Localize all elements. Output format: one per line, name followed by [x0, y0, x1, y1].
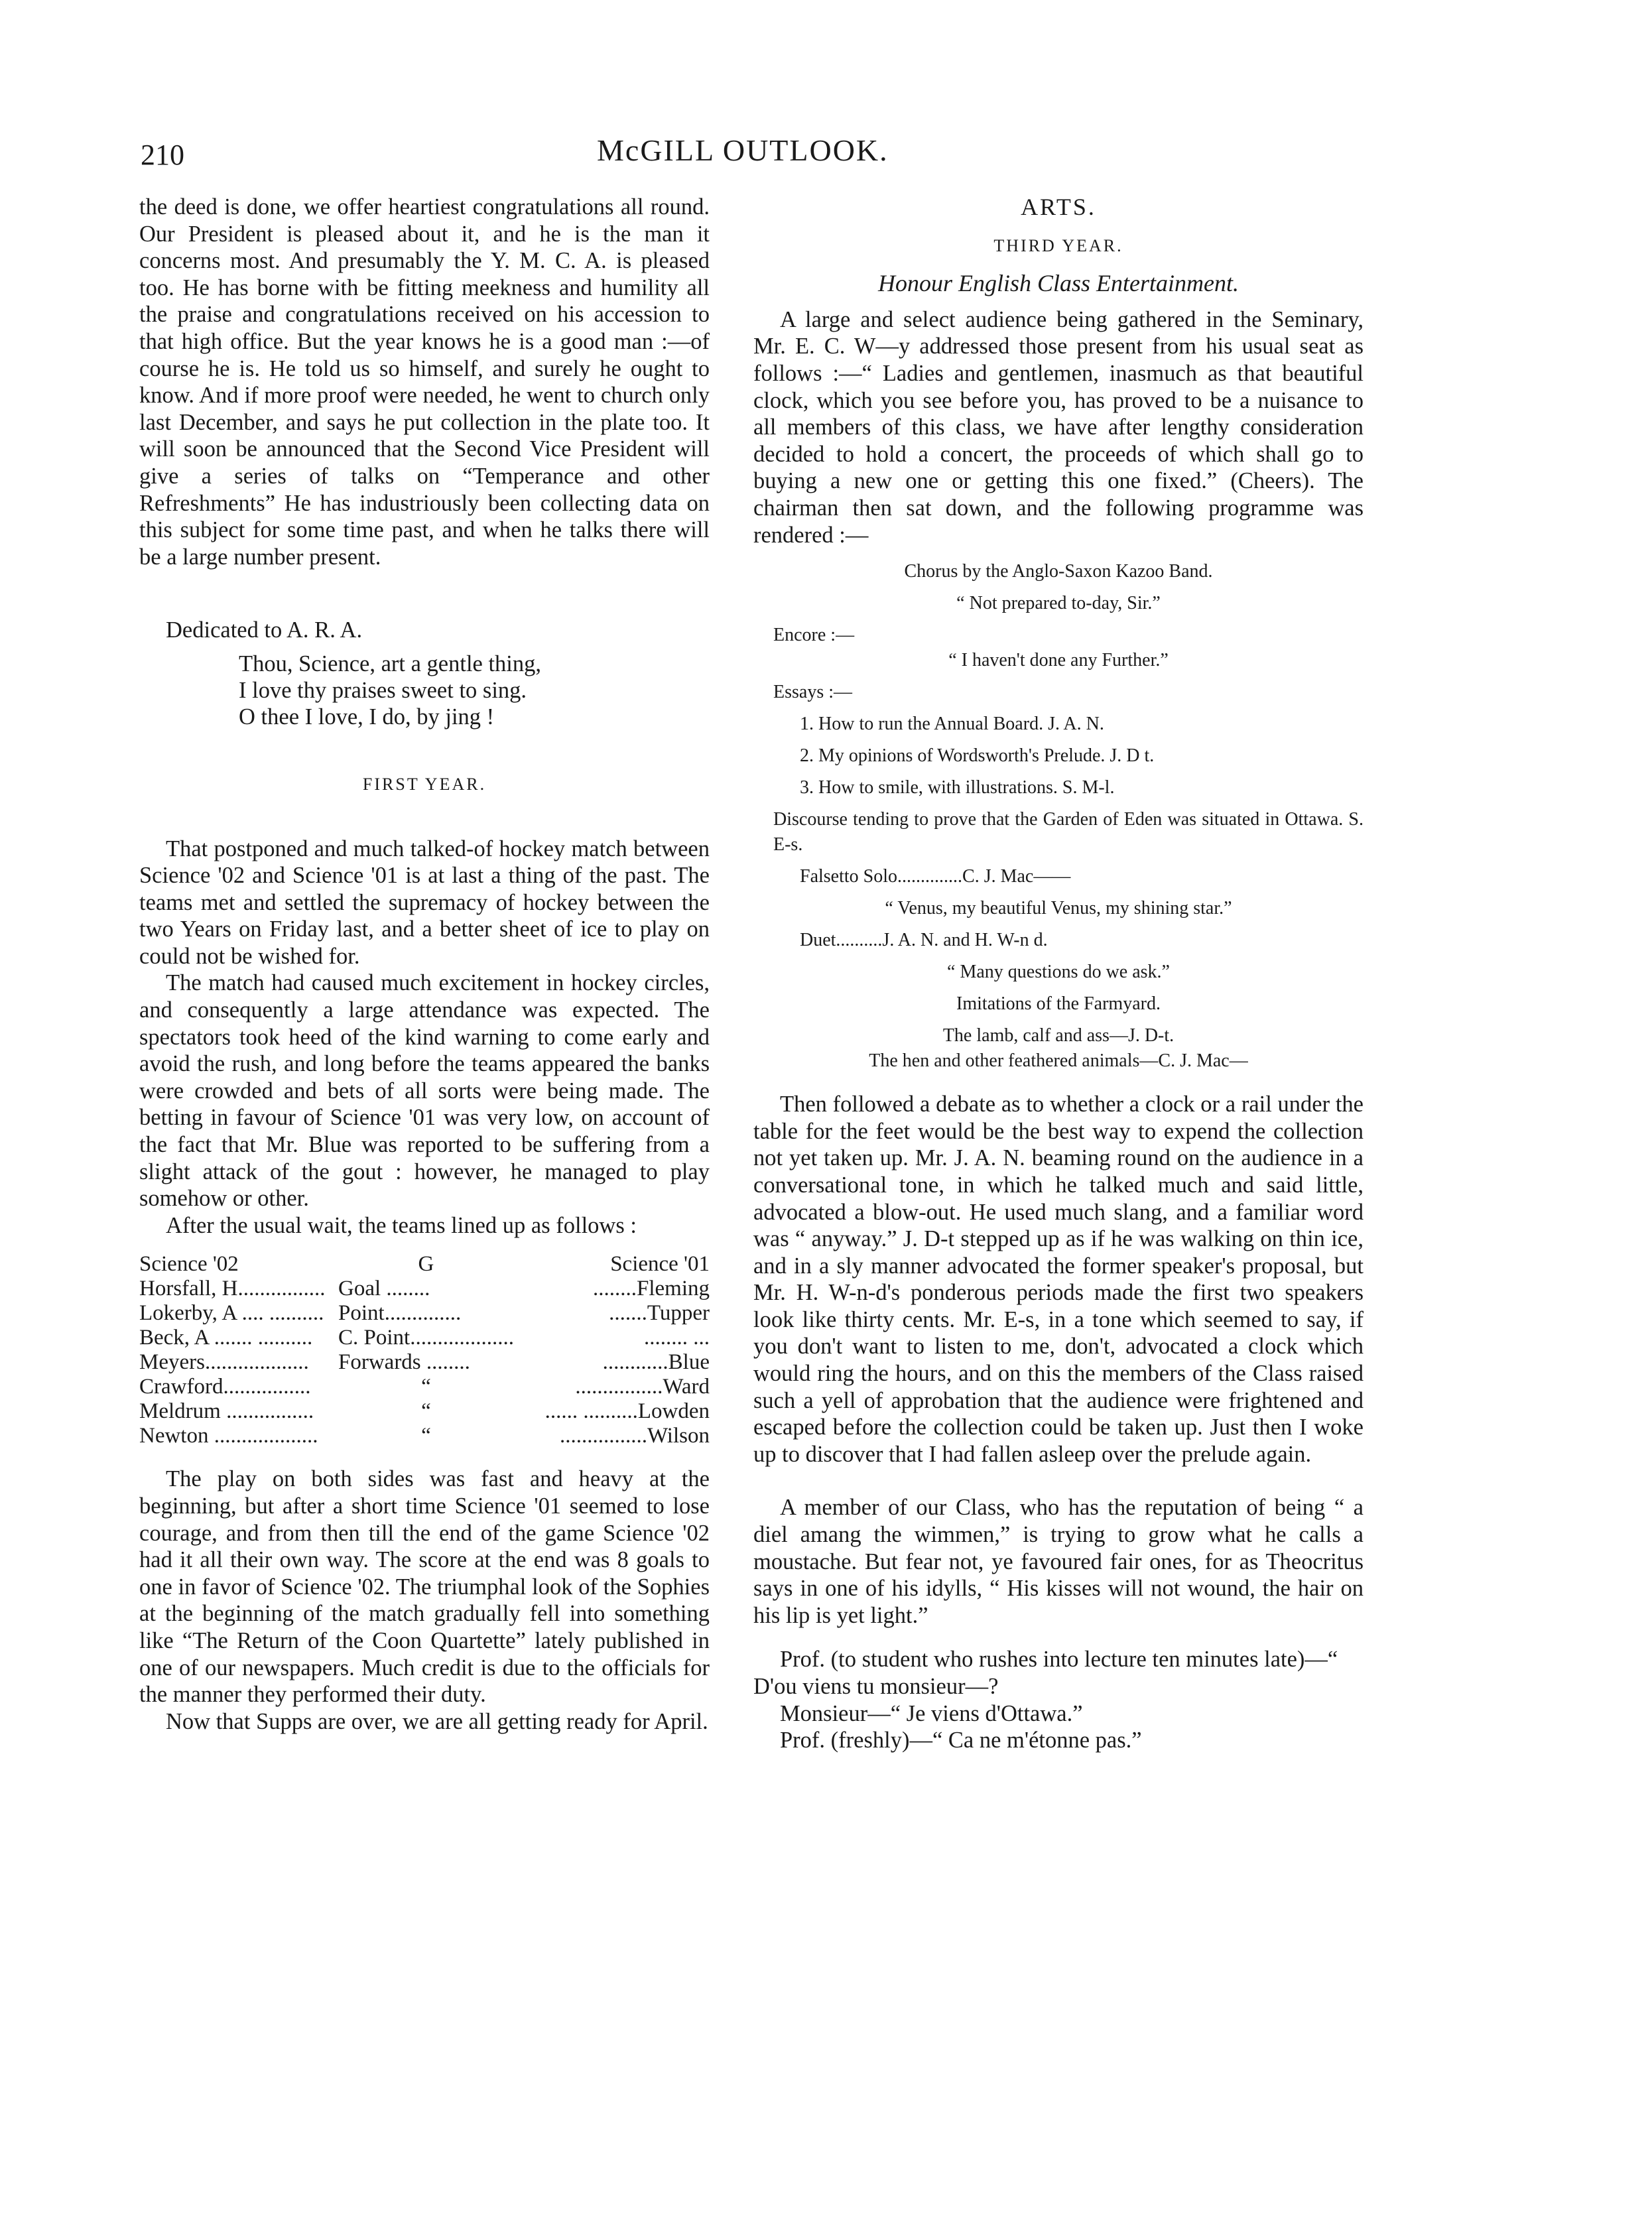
- lineup-row: [139, 1301, 710, 1326]
- lineup-cell: Horsfall, H................: [139, 1277, 326, 1301]
- dialogue-line: Monsieur—“ Je viens d'Ottawa.”: [780, 1700, 1083, 1726]
- lineup-table: [139, 1252, 710, 1448]
- poem-line: O thee I love, I do, by jing !: [239, 704, 495, 729]
- paragraph: The match had caused much excitement in hockey circles, and consequently a large attendance was expected. The spectators took heed of the kind warning to come early and avoid the rush, and long before the teams appeared the banks were crowded and bets of all sorts were being made. The betting in favour of Science '01 was very low, on account of the fact that Mr. Blue was reported to be suffering from a slight attack of the gout : however, he managed to play somehow or other.: [139, 970, 710, 1212]
- poem-line: I love thy praises sweet to sing.: [239, 677, 527, 703]
- lineup-cell: C. Point...................: [338, 1326, 514, 1350]
- lineup-cell: ................Ward: [575, 1375, 710, 1399]
- first-year-heading: FIRST YEAR.: [362, 774, 487, 794]
- programme-imitations: Imitations of the Farmyard.: [956, 993, 1161, 1015]
- dedication-line: Dedicated to A. R. A.: [166, 617, 363, 643]
- intro-paragraph: the deed is done, we offer heartiest congratulations all round. Our President is pleased about it, and he is the man it concerns most. And presumably the Y. M. C. A. is pleased too. He has borne with be fitting meekness and humility all the praise and congratulations received on his accession to that high office. But the year knows he is a good man :—of course he is. He told us so himself, and surely he ought to know. And if more proof were needed, he went to church only last December, and says he put collection in the plate too. It will soon be announced that the Second Vice President will give a series of talks on “Temperance and other Refreshments” He has industriously been collecting data on this subject for some time past, and when he talks there will be a large number present.: [139, 194, 710, 570]
- programme-duet: Duet..........J. A. N. and H. W-n d.: [800, 930, 1048, 951]
- paragraph: The play on both sides was fast and heavy at the beginning, but after a short time Science '01 seemed to lose courage, and from then till the end of the game Science '02 had it all their own way. The score at the end was 8 goals to one in favor of Science '02. The triumphal look of the Sophies at the beginning of the match gradually fell into something like “The Return of the Coon Quartette” lately published in one of our newspapers. Much credit is due to the officials for the manner they performed their duty.: [139, 1466, 710, 1708]
- programme-essays-label: Essays :—: [773, 682, 852, 703]
- lineup-header: Science '01: [610, 1252, 710, 1277]
- lineup-cell: Forwards ........: [338, 1350, 470, 1375]
- right-column: [753, 194, 1364, 1754]
- lineup-row: [139, 1424, 710, 1448]
- lineup-header: G: [418, 1252, 434, 1277]
- left-column: [139, 194, 710, 1735]
- running-title: McGILL OUTLOOK.: [597, 133, 889, 167]
- entertainment-heading: Honour English Class Entertainment.: [877, 270, 1239, 297]
- lineup-cell: ............Blue: [602, 1350, 710, 1375]
- lineup-cell: ........Fleming: [592, 1277, 710, 1301]
- programme-chorus-song: “ Not prepared to-day, Sir.”: [956, 593, 1161, 614]
- lineup-row: [139, 1375, 710, 1399]
- programme-discourse: Discourse tending to prove that the Garden of Eden was situated in Ottawa. S. E-s.: [773, 809, 1364, 855]
- lineup-cell: ................Wilson: [559, 1424, 710, 1448]
- lineup-cell: ........ ...: [644, 1326, 710, 1350]
- programme-duet-song: “ Many questions do we ask.”: [947, 962, 1170, 983]
- programme-essay: 1. How to run the Annual Board. J. A. N.: [800, 714, 1104, 735]
- paragraph: A member of our Class, who has the reputation of being “ a diel amang the wimmen,” is trying to grow what he calls a moustache. But fear not, ye favoured fair ones, for as Theocritus says in one of his idylls, “ His kisses will not wound, the hair on his lip is yet light.”: [753, 1495, 1364, 1628]
- dialogue-line: Prof. (freshly)—“ Ca ne m'étonne pas.”: [780, 1728, 1142, 1753]
- programme-falsetto-song: “ Venus, my beautiful Venus, my shining star.”: [885, 898, 1232, 919]
- lineup-cell: “: [421, 1424, 431, 1448]
- paragraph: That postponed and much talked-of hockey match between Science '02 and Science '01 is at last a thing of the past. The teams met and settled the supremacy of hockey between the two Years on Friday last, and a better sheet of ice to play on could not be wished for.: [139, 836, 710, 969]
- lineup-cell: Crawford................: [139, 1375, 311, 1399]
- lineup-cell: Beck, A ....... ..........: [139, 1326, 313, 1350]
- programme: [753, 559, 1364, 1074]
- dialogue-line: Prof. (to student who rushes into lecture ten minutes late)—“ D'ou viens tu monsieur—?: [753, 1647, 1338, 1699]
- lineup-cell: Lokerby, A .... ..........: [139, 1301, 324, 1326]
- programme-essay: 2. My opinions of Wordsworth's Prelude. J. D t.: [800, 745, 1155, 767]
- programme-lamb: The lamb, calf and ass—J. D-t.: [942, 1025, 1175, 1046]
- page-number: 210: [141, 139, 184, 171]
- lineup-row: [139, 1277, 710, 1301]
- poem: [239, 651, 710, 730]
- lineup-header: Science '02: [139, 1252, 239, 1277]
- lineup-cell: Goal ........: [338, 1277, 430, 1301]
- lineup-cell: ...... ..........Lowden: [544, 1399, 710, 1424]
- lineup-cell: Point..............: [338, 1301, 462, 1326]
- programme-chorus: Chorus by the Anglo-Saxon Kazoo Band.: [904, 561, 1213, 582]
- lineup-header-row: [139, 1252, 710, 1277]
- lineup-cell: Meyers...................: [139, 1350, 309, 1375]
- programme-essay: 3. How to smile, with illustrations. S. M-l.: [800, 777, 1115, 798]
- programme-encore-label: Encore :—: [773, 625, 855, 646]
- paragraph: After the usual wait, the teams lined up as follows :: [166, 1212, 637, 1238]
- lineup-row: [139, 1399, 710, 1424]
- lineup-cell: “: [421, 1375, 431, 1399]
- programme-encore-song: “ I haven't done any Further.”: [948, 650, 1169, 671]
- dialogue: [753, 1646, 1364, 1753]
- lineup-cell: Newton ...................: [139, 1424, 318, 1448]
- paragraph: Then followed a debate as to whether a clock or a rail under the table for the feet would be the best way to expend the collection not yet taken up. Mr. J. A. N. beaming round on the audience in a conversational tone, in which he talked much and said little, advocated a blow-out. He used much slang, and a familiar word was “ anyway.” J. D-t stepped up as if he was walking on thin ice, and in a sly manner advocated the former speaker's proposal, but Mr. H. W-n-d's ponderous periods made the first two speakers look like thirty cents. Mr. E-s, in a tone which seemed to say, if you don't want to listen to me, don't, advocated a clock which would ring the hours, and on this the members of the Class raised such a yell of approbation that the audience were frightened and escaped before the collection could be taken up. Just then I woke up to discover that I had fallen asleep over the prelude again.: [753, 1092, 1364, 1467]
- poem-line: Thou, Science, art a gentle thing,: [239, 651, 542, 676]
- paragraph: Now that Supps are over, we are all getting ready for April.: [166, 1708, 708, 1734]
- lineup-row: [139, 1350, 710, 1375]
- programme-falsetto: Falsetto Solo..............C. J. Mac——: [800, 866, 1071, 887]
- third-year-heading: THIRD YEAR.: [993, 235, 1123, 255]
- programme-hen: The hen and other feathered animals—C. J. Mac—: [869, 1050, 1248, 1072]
- arts-heading: ARTS.: [1021, 194, 1096, 220]
- intro-paragraph: A large and select audience being gathered in the Seminary, Mr. E. C. W—y addressed those present from his usual seat as follows :—“ Ladies and gentlemen, inasmuch as that beautiful clock, which you see before you, has proved to be a nuisance to all members of this class, we have after lengthy consideration decided to hold a concert, the proceeds of which shall go to buying a new one or getting this one fixed.” (Cheers). The chairman then sat down, and the following programme was rendered :—: [753, 306, 1364, 548]
- lineup-cell: Meldrum ................: [139, 1399, 314, 1424]
- lineup-cell: “: [421, 1399, 431, 1424]
- lineup-cell: .......Tupper: [609, 1301, 710, 1326]
- lineup-row: [139, 1326, 710, 1350]
